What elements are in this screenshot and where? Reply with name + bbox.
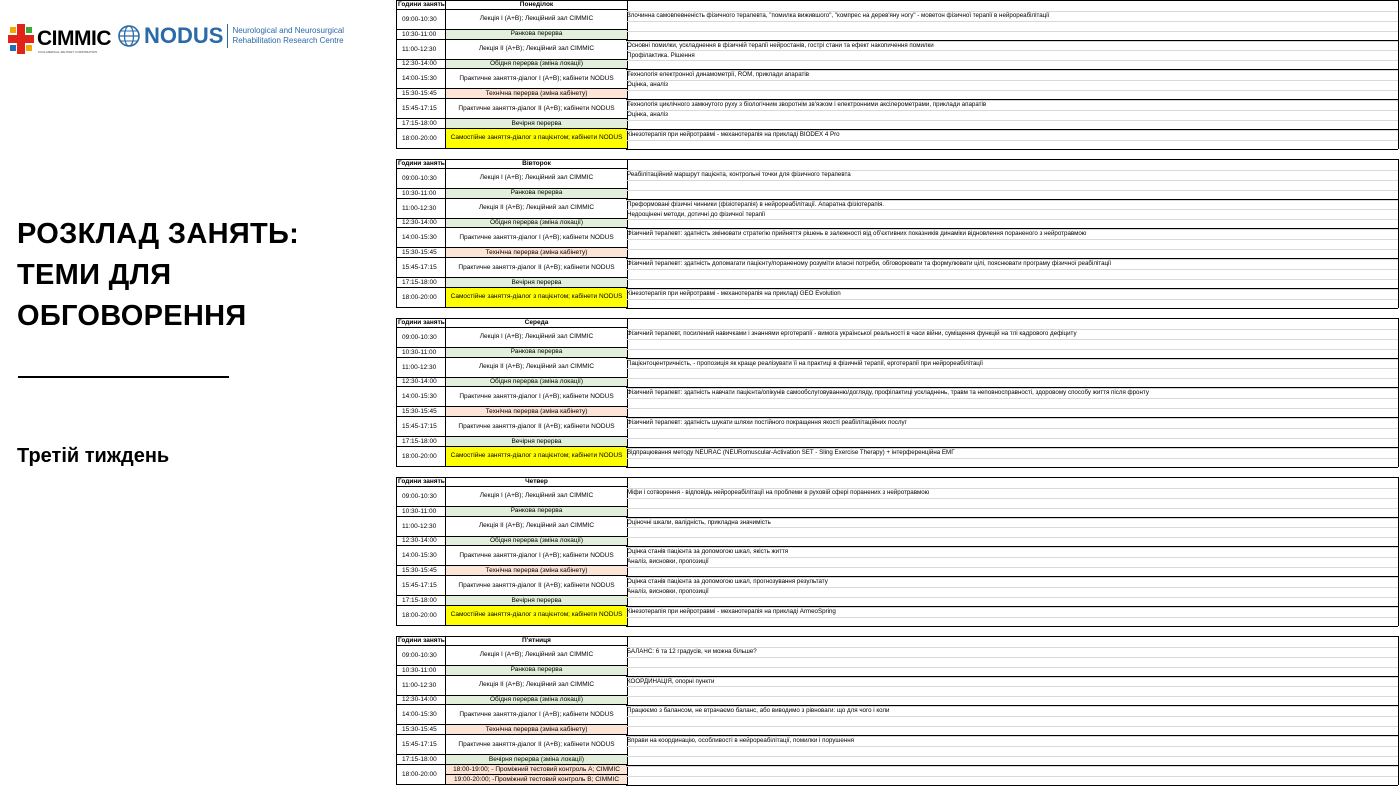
schedule-row [397,189,627,199]
schedule-row [397,576,627,596]
activity-cell: Лекція II (А+В); Лекційний зал CIMMIC [478,45,595,53]
topic-text: Профілактика. Рішення [627,51,695,59]
test-control-item: 19:00-20:00; -Проміжний тестовий контроль В; CIMMIC [453,775,620,783]
schedule-row [397,89,627,99]
schedule-row [397,387,627,407]
time-cell: 15:30-15:45 [397,407,446,416]
time-cell: 14:00-15:30 [397,387,446,406]
topic-text: Фізичний терапевт: здатність навчати пацієнта/опікунів самообслуговуванню/догляду, профілактиці ускладнень, травм та неповносправності, здоровому способу життя після фронту [627,389,1149,397]
activity-cell: Лекція II (А+В); Лекційний зал CIMMIC [478,204,595,212]
activity-cell: Практичне заняття-діалог II (А+В); кабінети NODUS [458,104,615,112]
time-cell: 10:30-11:00 [397,30,446,39]
week-label: Третій тиждень [17,445,170,467]
topic-text: Фізичний терапевт, посилений навичками і знаннями ерготерапії - вимога української реальності в часи війни, суміщення функцій на тлі кадрового дефіциту [627,329,1077,337]
grid-line [626,726,1398,727]
schedule-row [397,417,627,437]
nodus-wordmark: NODUS [144,23,224,48]
test-control-item: 18:00-19:00; - Проміжний тестовий контроль А; CIMMIC [446,765,627,775]
activity-cell: Технічна перерва (зміна кабінету) [446,407,627,416]
time-cell: 15:45-17:15 [397,258,446,277]
schedule-row [397,705,627,725]
hours-header: Години занять [398,478,445,486]
activity-cell: Практичне заняття-діалог II (А+В); кабінети NODUS [458,581,615,589]
schedule-row [397,348,627,358]
time-cell: 14:00-15:30 [397,705,446,724]
schedule-row [397,60,627,70]
schedule-row [397,507,627,517]
grid-line [626,508,1398,509]
day-table [396,636,628,785]
title-divider [18,376,229,378]
nodus-globe-icon [118,25,140,47]
time-cell: 17:15-18:00 [397,755,446,764]
topic-text: Оцінка станів пацієнта за допомогою шкал, прогнозування результату [627,578,828,586]
schedule-row [397,169,627,189]
grid-line [626,686,1398,687]
activity-cell: Практичне заняття-діалог I (А+В); кабінети NODUS [459,233,614,241]
grid-line [626,31,1398,32]
topic-separator [626,626,1398,627]
topics-area [626,636,1399,785]
grid-line [626,60,1398,61]
schedule-row [397,358,627,378]
nodus-subtitle [232,26,344,46]
day-table [396,0,628,149]
grid-line [626,349,1398,350]
activity-cell: Вечірня перерва [446,437,627,446]
schedule-row [397,328,627,348]
title-line-3: ОБГОВОРЕННЯ [17,300,247,332]
nodus-subtitle-line1: Neurological and Neurosurgical [232,26,345,35]
topic-text: Кінезотерапія при нейротравмі - механотерапія на прикладі ArmeoSpring [627,608,836,615]
day-name: Понеділок [519,0,554,8]
grid-line [626,527,1398,528]
time-cell: 15:30-15:45 [397,89,446,98]
schedule-row [397,199,627,219]
time-cell: 11:00-12:30 [397,358,446,377]
schedule-row [397,696,627,706]
grid-line [626,667,1398,668]
topic-text: Основні помилки, ускладнення в фізичній терапії нейростанів, гострі стани та ефект накопичення помилки [627,41,934,49]
schedule-row [397,725,627,735]
time-cell: 11:00-12:30 [397,517,446,536]
grid-line [626,696,1398,697]
hours-header: Години занять [398,160,445,168]
day-table [396,477,628,626]
topic-text: Пацієнтоцентричність, - пропозиція як краще реалізувати її на практиці в фізичній терапії, ерготерапії при нейрореабілітації [627,359,983,367]
schedule-row [397,606,627,626]
activity-cell: Лекція I (А+В); Лекційний зал CIMMIC [479,15,594,23]
time-cell: 15:30-15:45 [397,725,446,734]
topic-text: Аналіз, висновки, пропозиції [627,588,709,596]
topic-text: Реабілітаційний маршрут пацієнта, контрольні точки для фізичного терапевта [627,170,851,178]
activity-cell: Обідня перерва (зміна локації) [446,219,627,228]
topic-text: Фізичний терапевт: здатність допомагати пацієнту/пораненому розуміти власні потреби, обговорювати та формулювати цілі, пояснювати програму фізичної реабілітації [627,260,1112,268]
schedule-row [397,517,627,537]
title-line-1: РОЗКЛАД ЗАНЯТЬ: [17,218,300,250]
day-name: П'ятниця [522,636,551,644]
topic-text: КООРДИНАЦІЯ, опорні пункти [627,677,715,685]
topic-text: Преформовані фізичні чинники (фізіотерапія) в нейрореабілітації. Апаратна фізіотерапія. [627,200,885,208]
time-cell: 14:00-15:30 [397,546,446,565]
activity-cell: Практичне заняття-діалог I (А+В); кабінети NODUS [459,392,614,400]
activity-cell: Вечірня перерва [446,596,627,605]
activity-cell: Вечірня перерва [446,278,627,287]
activity-cell: Ранкова перерва [446,348,627,357]
schedule-row [397,288,627,308]
grid-line [626,716,1398,717]
time-cell: 15:30-15:45 [397,248,446,257]
time-cell: 17:15-18:00 [397,596,446,605]
topic-text: Технологія електронної динамометрії, ROM, приклади апаратів [627,71,809,79]
topic-text: Оцінка, аналіз [627,111,668,119]
time-cell: 12:30-14:00 [397,60,446,69]
time-cell: 17:15-18:00 [397,119,446,128]
topic-separator [626,467,1398,468]
day-table [396,318,628,467]
activity-cell: Самостійне заняття-діалог з пацієнтом; кабінети NODUS [446,447,627,466]
topic-text: Фізичний терапевт: здатність шукати шляхи постійного покращення якості реабілітаційних послуг [627,419,907,427]
day-header-row [397,318,627,328]
nodus-subtitle-line2: Rehabilitation Research Centre [232,36,344,45]
time-cell: 18:00-20:00 [397,765,446,784]
schedule-row [397,30,627,40]
topics-area [626,0,1399,149]
schedule-row [397,228,627,248]
grid-line [626,657,1398,658]
time-cell: 10:30-11:00 [397,666,446,675]
schedule-row [397,378,627,388]
time-cell: 11:00-12:30 [397,199,446,218]
topic-separator [626,149,1398,150]
schedule-row [397,119,627,129]
day-header-row [397,477,627,487]
schedule-row [397,765,627,785]
activity-cell: Технічна перерва (зміна кабінету) [446,248,627,257]
time-cell: 18:00-20:00 [397,447,446,466]
activity-cell: Практичне заняття-діалог II (А+В); кабінети NODUS [458,263,615,271]
topic-text: Кінезотерапія при нейротравмі - механотерапія на прикладі BIODEX 4 Pro [627,131,840,138]
activity-cell: Вечірня перерва (зміна локації) [446,755,627,764]
topic-text: Кінезотерапія при нейротравмі - механотерапія на прикладі GEO Evolution [627,290,841,297]
time-cell: 10:30-11:00 [397,189,446,198]
activity-cell: Обідня перерва (зміна локації) [446,378,627,387]
nodus-logo [118,24,344,48]
activity-cell [446,765,627,784]
topic-text: Оціночні шкали, валідність, прикладна значимість [627,518,771,526]
grid-line [626,537,1398,538]
time-cell: 18:00-20:00 [397,288,446,307]
time-cell: 12:30-14:00 [397,219,446,228]
time-cell: 15:45-17:15 [397,735,446,754]
topic-text: Вправи на координацію, особливості в нейрореабілітації, помилки і порушення [627,737,854,745]
title-line-2: ТЕМИ ДЛЯ [17,259,172,291]
logo-bar [8,24,358,56]
time-cell: 09:00-10:30 [397,328,446,347]
time-cell: 12:30-14:00 [397,696,446,705]
schedule-row [397,278,627,288]
schedule-row [397,10,627,30]
grid-line [626,90,1398,91]
activity-cell: Лекція I (А+В); Лекційний зал CIMMIC [479,333,594,341]
cimmic-wordmark: CIMMIC [37,27,111,50]
activity-cell: Ранкова перерва [446,30,627,39]
time-cell: 11:00-12:30 [397,40,446,59]
time-cell: 12:30-14:00 [397,537,446,546]
day-name: Середа [524,318,549,326]
schedule-row [397,755,627,765]
cimmic-emblem-icon [8,24,34,54]
topic-text: Міфи і сотворення - відповідь нейрореабілітації на проблеми в руховій сфері поранених з нейротравмою [627,488,930,496]
schedule-row [397,735,627,755]
schedule-row [397,596,627,606]
schedule-row [397,676,627,696]
time-cell: 18:00-20:00 [397,129,446,148]
time-cell: 11:00-12:30 [397,676,446,695]
activity-cell: Практичне заняття-діалог II (А+В); кабінети NODUS [458,422,615,430]
grid-line [626,21,1398,22]
grid-line [626,279,1398,280]
time-cell: 14:00-15:30 [397,69,446,88]
time-cell: 15:30-15:45 [397,566,446,575]
time-cell: 17:15-18:00 [397,278,446,287]
grid-line [626,239,1398,240]
grid-line [626,756,1398,757]
activity-cell: Лекція II (А+В); Лекційний зал CIMMIC [478,363,595,371]
grid-line [626,776,1398,777]
activity-cell: Обідня перерва (зміна локації) [446,537,627,546]
time-cell: 10:30-11:00 [397,348,446,357]
logo-divider [227,24,228,48]
schedule-row [397,219,627,229]
schedule-row [397,666,627,676]
schedule-row [397,437,627,447]
activity-cell: Ранкова перерва [446,507,627,516]
schedule-row [397,129,627,149]
grid-line [626,567,1398,568]
topics-area [626,159,1399,308]
grid-line [626,180,1398,181]
activity-cell: Ранкова перерва [446,666,627,675]
grid-line [626,498,1398,499]
topic-text: Недооцінені методи, дотичні до фізичної терапії [627,210,766,218]
activity-cell: Лекція I (А+В); Лекційний зал CIMMIC [479,651,594,659]
grid-line [626,408,1398,409]
time-cell: 15:45-17:15 [397,99,446,118]
day-name: Вівторок [522,159,551,167]
schedule-row [397,248,627,258]
topics-area [626,318,1399,467]
topic-text: Злочинна самовпевненість фізичного терапевта, "помилка вижившого", "компрес на дерев'яну ногу" - моветон фізичної терапії в нейрореабілітації [627,11,1050,19]
schedule-row [397,447,627,467]
grid-line [626,438,1398,439]
topic-text: Аналіз, висновки, пропозиції [627,558,709,566]
grid-line [626,190,1398,191]
time-cell: 09:00-10:30 [397,169,446,188]
activity-cell: Технічна перерва (зміна кабінету) [446,725,627,734]
day-header-row [397,0,627,10]
schedule-row [397,566,627,576]
day-header-row [397,636,627,646]
topic-text: Технологія циклічного замкнутого руху з біологічним зворотнім зв'язком і електронними аксілерометрами, приклади апаратів [627,101,987,109]
topic-separator [626,308,1398,309]
time-cell: 17:15-18:00 [397,437,446,446]
day-name: Четвер [525,477,548,485]
activity-cell: Ранкова перерва [446,189,627,198]
schedule-row [397,646,627,666]
activity-cell: Технічна перерва (зміна кабінету) [446,566,627,575]
topic-separator [626,785,1398,786]
page-title [17,214,299,337]
topics-area [626,477,1399,626]
grid-line [626,378,1398,379]
topic-separator [626,765,1398,766]
hours-header: Години занять [398,637,445,645]
topic-text: Відпрацювання методу NEURAC (NEURomuscular-Activation SET - Sling Exercise Therapy) + інтерференційна ЕМГ [627,449,955,456]
hours-header: Години занять [398,319,445,327]
day-table [396,159,628,308]
hours-header: Години занять [398,1,445,9]
activity-cell: Самостійне заняття-діалог з пацієнтом; кабінети NODUS [446,288,627,307]
time-cell: 09:00-10:30 [397,646,446,665]
schedule-row [397,487,627,507]
topic-text: Працюємо з балансом, не втрачаємо баланс, або виводимо з рівноваги: що для чого і коли [627,707,890,715]
activity-cell: Практичне заняття-діалог I (А+В); кабінети NODUS [459,710,614,718]
grid-line [626,249,1398,250]
schedule-row [397,99,627,119]
grid-line [626,398,1398,399]
schedule-row [397,258,627,278]
time-cell: 15:45-17:15 [397,576,446,595]
topic-text: Оцінка станів пацієнта за допомогою шкал, якість життя [627,548,789,556]
schedule-row [397,407,627,417]
time-cell: 14:00-15:30 [397,228,446,247]
time-cell: 10:30-11:00 [397,507,446,516]
activity-cell: Практичне заняття-діалог I (А+В); кабінети NODUS [459,551,614,559]
activity-cell: Лекція I (А+В); Лекційний зал CIMMIC [479,174,594,182]
schedule-row [397,546,627,566]
topic-text: БАЛАНС: 6 та 12 градусів, чи можна більше? [627,647,757,655]
schedule-row [397,537,627,547]
activity-cell: Лекція II (А+В); Лекційний зал CIMMIC [478,522,595,530]
activity-cell: Лекція I (А+В); Лекційний зал CIMMIC [479,492,594,500]
time-cell: 09:00-10:30 [397,487,446,506]
time-cell: 12:30-14:00 [397,378,446,387]
grid-line [626,219,1398,220]
schedule-row [397,40,627,60]
time-cell: 09:00-10:30 [397,10,446,29]
grid-line [626,339,1398,340]
schedule-row [397,69,627,89]
time-cell: 15:45-17:15 [397,417,446,436]
activity-cell: Самостійне заняття-діалог з пацієнтом; кабінети NODUS [446,606,627,625]
topic-text: Оцінка, аналіз [627,81,668,89]
time-cell: 18:00-20:00 [397,606,446,625]
activity-cell: Практичне заняття-діалог II (А+В); кабінети NODUS [458,740,615,748]
activity-cell: Технічна перерва (зміна кабінету) [446,89,627,98]
topic-text: Фізичний терапевт: здатність змінювати стратегію прийняття рішень в залежності від об'єктивних показників динаміки відновлення пораненого з нейротравмою [627,230,1087,238]
day-header-row [397,159,627,169]
activity-cell: Лекція II (А+В); Лекційний зал CIMMIC [478,681,595,689]
activity-cell: Самостійне заняття-діалог з пацієнтом; кабінети NODUS [446,129,627,148]
grid-line [626,368,1398,369]
activity-cell: Практичне заняття-діалог I (А+В); кабінети NODUS [459,74,614,82]
activity-cell: Обідня перерва (зміна локації) [446,60,627,69]
activity-cell: Обідня перерва (зміна локації) [446,696,627,705]
cimmic-subtitle: CIVIL-MEDICAL-MILITARY CORPORATION [38,50,98,54]
activity-cell: Вечірня перерва [446,119,627,128]
